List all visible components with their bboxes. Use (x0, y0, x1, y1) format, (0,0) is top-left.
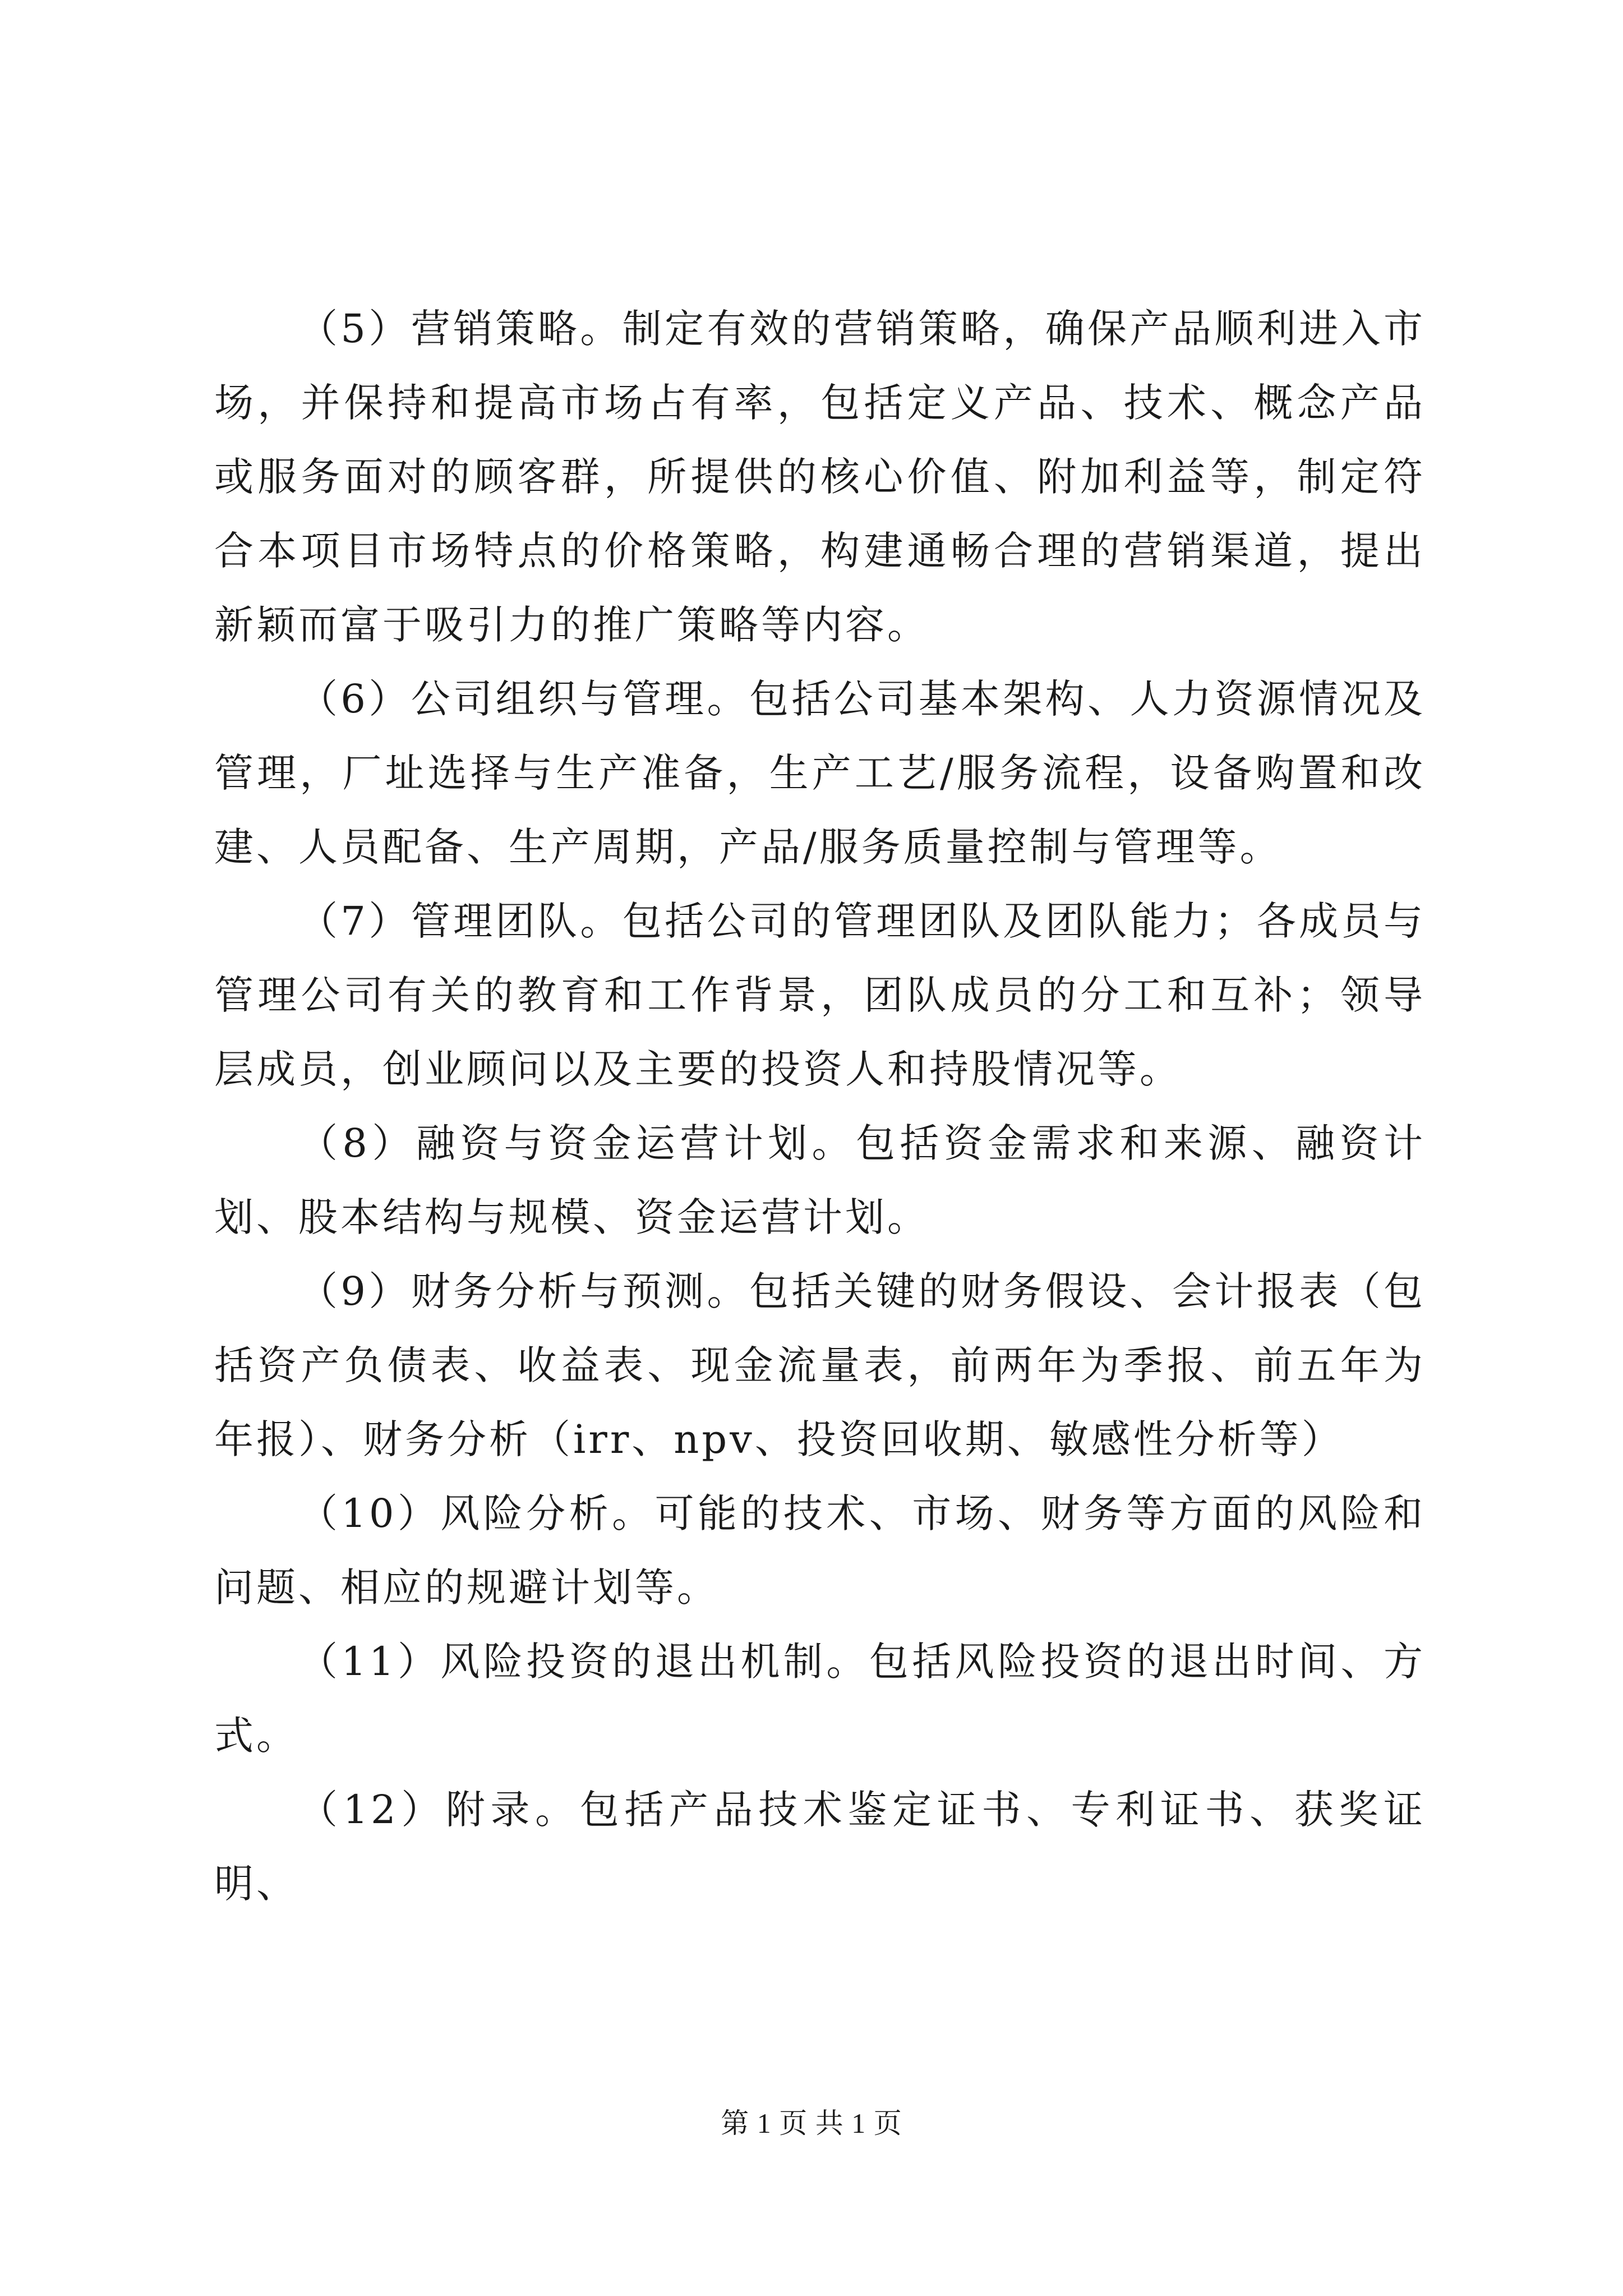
paragraph-appendix: （12）附录。包括产品技术鉴定证书、专利证书、获奖证明、 (214, 1787, 1426, 1907)
paragraph-exit-mechanism: （11）风险投资的退出机制。包括风险投资的退出时间、方式。 (214, 1639, 1426, 1759)
document-body (214, 292, 1426, 1921)
paragraph-organization-management: （6）公司组织与管理。包括公司基本架构、人力资源情况及管理，厂址选择与生产准备，生产工艺/服务流程，设备购置和改建、人员配备、生产周期，产品/服务质量控制与管理等。 (214, 676, 1426, 870)
paragraph-financing-plan: （8）融资与资金运营计划。包括资金需求和来源、融资计划、股本结构与规模、资金运营计划。 (214, 1120, 1426, 1240)
page-footer: 第 1 页 共 1 页 (721, 2108, 902, 2139)
paragraph-financial-analysis: （9）财务分析与预测。包括关键的财务假设、会计报表（包括资产负债表、收益表、现金流量表，前两年为季报、前五年为年报）、财务分析（irr、npv、投资回收期、敏感性分析等） (214, 1268, 1426, 1462)
paragraph-marketing-strategy: （5）营销策略。制定有效的营销策略，确保产品顺利进入市场，并保持和提高市场占有率，包括定义产品、技术、概念产品或服务面对的顾客群，所提供的核心价值、附加利益等，制定符合本项目市场特点的价格策略，构建通畅合理的营销渠道，提出新颖而富于吸引力的推广策略等内容。 (214, 306, 1426, 648)
paragraph-risk-analysis: （10）风险分析。可能的技术、市场、财务等方面的风险和问题、相应的规避计划等。 (214, 1490, 1426, 1611)
paragraph-management-team: （7）管理团队。包括公司的管理团队及团队能力；各成员与管理公司有关的教育和工作背景，团队成员的分工和互补；领导层成员，创业顾问以及主要的投资人和持股情况等。 (214, 898, 1426, 1092)
